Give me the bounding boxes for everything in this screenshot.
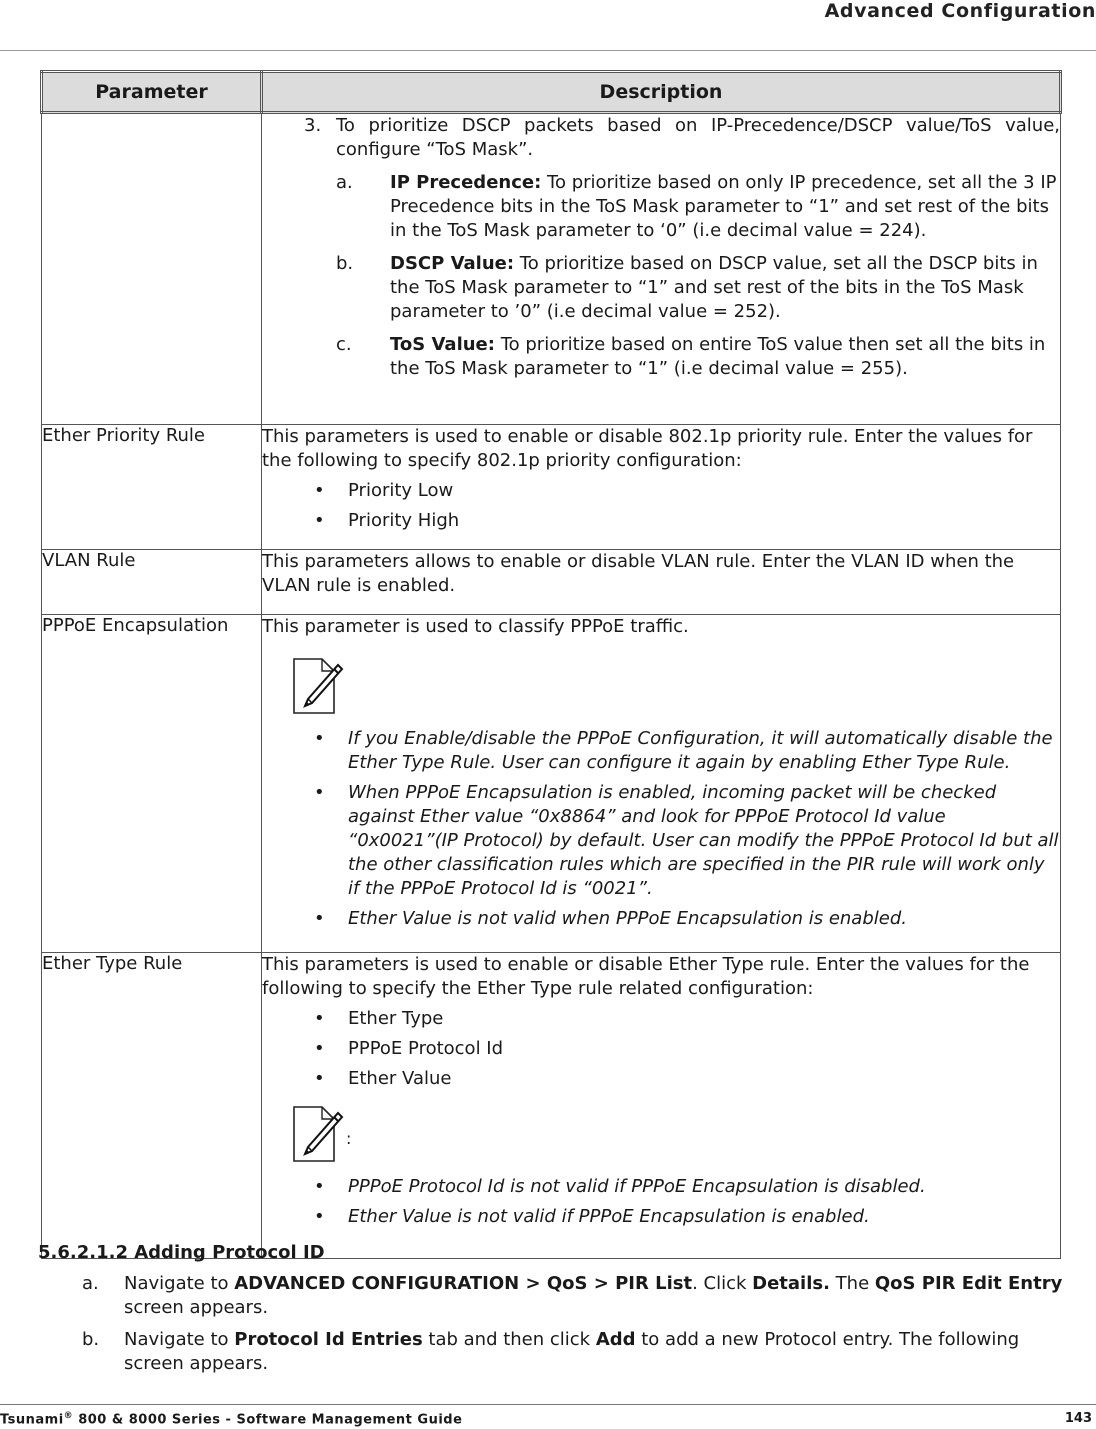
bullet-item: • Ether Type bbox=[314, 1008, 444, 1029]
item-number: 3. bbox=[304, 115, 322, 136]
param-cell: Ether Type Rule bbox=[42, 953, 262, 1259]
note-bullet: • Ether Value is not valid when PPPoE Encapsulation is enabled. bbox=[314, 908, 907, 929]
ui-label-details: Details. bbox=[752, 1273, 830, 1294]
page-header-title: Advanced Configuration bbox=[824, 0, 1096, 22]
ui-label-screen-name: QoS PIR Edit Entry bbox=[874, 1273, 1063, 1294]
footer-page-number: 143 bbox=[1064, 1411, 1092, 1426]
bullet-symbol: • bbox=[314, 480, 325, 501]
pencil-note-icon bbox=[292, 1105, 352, 1163]
ui-label-tab: Protocol Id Entries bbox=[234, 1329, 423, 1350]
term-tos-value: ToS Value: bbox=[390, 334, 495, 355]
item-text: To prioritize based on entire ToS value then set all the bits in the ToS Mask parameter to “1” (i.e decimal value = 255). bbox=[390, 334, 1046, 379]
param-cell: PPPoE Encapsulation bbox=[42, 615, 262, 953]
lettered-item-a bbox=[336, 171, 1060, 243]
footer-rule bbox=[0, 1404, 1096, 1405]
item-text: To prioritize DSCP packets based on IP-Precedence/DSCP value/ToS value, configure “ToS Mask”. bbox=[336, 115, 1060, 160]
bullet-item: • Ether Value bbox=[314, 1068, 452, 1089]
header-rule bbox=[0, 50, 1096, 51]
table-row-pppoe-encapsulation bbox=[42, 615, 1061, 953]
bullet-item: • PPPoE Protocol Id bbox=[314, 1038, 504, 1059]
note-bullet: • Ether Value is not valid if PPPoE Encapsulation is enabled. bbox=[314, 1206, 870, 1227]
table-row-vlan-rule bbox=[42, 550, 1061, 615]
section-heading: 5.6.2.1.2 Adding Protocol ID bbox=[38, 1242, 325, 1263]
desc-cell bbox=[262, 615, 1061, 953]
table-row-ether-type-rule bbox=[42, 953, 1061, 1259]
desc-cell bbox=[262, 953, 1061, 1259]
param-cell: Ether Priority Rule bbox=[42, 425, 262, 550]
bullet-item: • Priority Low bbox=[314, 480, 454, 501]
item-letter: b. bbox=[336, 253, 354, 274]
desc-cell-tos bbox=[262, 113, 1061, 425]
description-text: This parameters allows to enable or disable VLAN rule. Enter the VLAN ID when the VLAN rule is enabled. bbox=[262, 551, 1015, 596]
note-bullet: • If you Enable/disable the PPPoE Configuration, it will automatically disable the Ether Type Rule. User can configure it again by enabling Ether Type Rule. bbox=[314, 728, 1053, 773]
column-header-parameter: Parameter bbox=[42, 72, 262, 113]
description-text: This parameters is used to enable or disable 802.1p priority rule. Enter the values for the following to specify 802.1p priority configuration: bbox=[262, 426, 1033, 471]
table-header-row bbox=[42, 72, 1061, 113]
bullet-item: • Priority High bbox=[314, 510, 460, 531]
param-cell-empty bbox=[42, 113, 262, 425]
item-text: To prioritize based on DSCP value, set all the DSCP bits in the ToS Mask parameter to “1” and set rest of the bits in the ToS Mask parameter to ’0” (i.e decimal value = 252). bbox=[390, 253, 1038, 322]
term-ip-precedence: IP Precedence: bbox=[390, 172, 542, 193]
footer-guide-title: Tsunami® 800 & 8000 Series - Software Management Guide bbox=[0, 1411, 463, 1428]
column-header-description: Description bbox=[262, 72, 1061, 113]
note-bullet: • When PPPoE Encapsulation is enabled, incoming packet will be checked against Ether value “0x8864” and look for PPPoE Protocol Id value “0x0021”(IP Protocol) by default. User can modify the PPPoE Protocol Id but all the other classification rules which are specified in the PIR rule will work only if the PPPoE Protocol Id is “0021”. bbox=[314, 782, 1059, 899]
note-bullet: • PPPoE Protocol Id is not valid if PPPoE Encapsulation is disabled. bbox=[314, 1176, 926, 1197]
item-letter: c. bbox=[336, 334, 352, 355]
table-row-tos-continuation bbox=[42, 113, 1061, 425]
description-text: This parameter is used to classify PPPoE traffic. bbox=[262, 616, 689, 637]
item-letter: a. bbox=[336, 172, 353, 193]
term-dscp-value: DSCP Value: bbox=[390, 253, 515, 274]
desc-cell bbox=[262, 550, 1061, 615]
table-row-ether-priority-rule bbox=[42, 425, 1061, 550]
lettered-item-c bbox=[336, 333, 1060, 381]
pencil-note-icon bbox=[292, 657, 344, 715]
parameter-table bbox=[40, 70, 1062, 1259]
lettered-item-b bbox=[336, 252, 1060, 324]
desc-cell bbox=[262, 425, 1061, 550]
param-cell: VLAN Rule bbox=[42, 550, 262, 615]
menu-path: ADVANCED CONFIGURATION > QoS > PIR List bbox=[234, 1273, 693, 1294]
description-text: This parameters is used to enable or disable Ether Type rule. Enter the values for the following to specify the Ether Type rule related configuration: bbox=[262, 954, 1030, 999]
note-colon: : bbox=[346, 1129, 352, 1148]
step-letter: b. bbox=[82, 1329, 100, 1350]
step-letter: a. bbox=[82, 1273, 99, 1294]
numbered-item-3 bbox=[304, 114, 1060, 162]
bullet-symbol: • bbox=[314, 510, 325, 531]
item-text: To prioritize based on only IP precedence, set all the 3 IP Precedence bits in the ToS Mask parameter to “1” and set rest of the bits in the ToS Mask parameter to ‘0” (i.e decimal value = 224). bbox=[390, 172, 1057, 241]
procedure-step-b: b. Navigate to Protocol Id Entries tab and then click Add to add a new Protocol entry. The following screen appears. bbox=[82, 1329, 1020, 1374]
ui-label-add: Add bbox=[595, 1329, 636, 1350]
procedure-step-a: a. Navigate to ADVANCED CONFIGURATION > QoS > PIR List. Click Details. The QoS PIR Edit Entry screen appears. bbox=[82, 1273, 1063, 1318]
